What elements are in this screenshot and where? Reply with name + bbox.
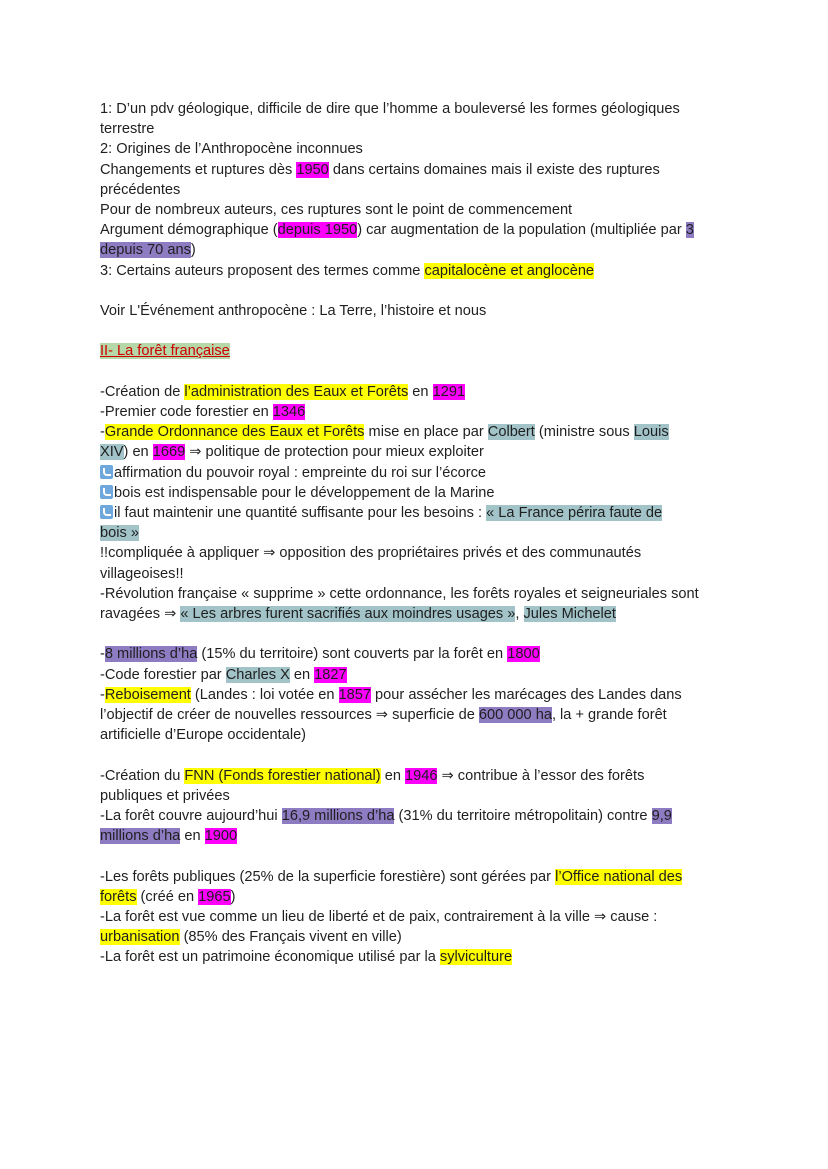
highlight-quote: « Les arbres furent sacrifiés aux moindres usages »	[180, 606, 516, 623]
text: -	[100, 686, 105, 703]
text: Pour de nombreux auteurs, ces ruptures sont le point de commencement	[100, 202, 573, 219]
text-line	[100, 180, 740, 200]
text-line	[100, 119, 740, 139]
text: )	[190, 242, 196, 259]
section-title-link[interactable]: II- La forêt française	[100, 343, 230, 360]
arrow-return-icon	[100, 485, 113, 499]
text: -Révolution française « supprime » cette ordonnance, les forêts royales et seigneuriales sont	[100, 585, 699, 602]
text: )	[230, 888, 236, 905]
highlight-number: 3	[685, 222, 694, 239]
text-line	[100, 523, 740, 543]
highlight-year: 1965	[198, 888, 231, 905]
text: dans certains domaines mais il existe des ruptures	[328, 161, 660, 178]
highlight-year: 1857	[338, 686, 371, 703]
text: en	[180, 828, 205, 845]
text-line	[100, 907, 740, 927]
text: 3: Certains auteurs proposent des termes comme	[100, 262, 425, 279]
highlight-quote: bois »	[100, 525, 139, 542]
arrow-return-icon	[100, 505, 113, 519]
document-body	[100, 99, 740, 968]
text-line	[100, 240, 740, 260]
highlight-person: Colbert	[487, 424, 535, 441]
highlight-number: 9,9	[651, 808, 672, 825]
arrow-return-icon	[100, 465, 113, 479]
text-line	[100, 99, 740, 119]
text: -Création du	[100, 767, 185, 784]
bullet-line	[100, 503, 740, 523]
highlight-number: millions d’ha	[100, 828, 181, 845]
text: terrestre	[100, 121, 155, 138]
highlight-number: 600 000 ha	[478, 707, 552, 724]
text: publiques et privées	[100, 787, 230, 804]
text: précédentes	[100, 181, 181, 198]
text-line	[100, 139, 740, 159]
text-line	[100, 644, 740, 664]
highlight-date: depuis 1950	[277, 222, 358, 239]
highlight-number: 16,9 millions d’ha	[281, 808, 395, 825]
text: (ministre sous	[534, 424, 634, 441]
text: 2: Origines de l’Anthropocène inconnues	[100, 141, 363, 158]
highlight-term: urbanisation	[100, 929, 180, 946]
text: ,	[515, 606, 524, 623]
blank-line	[100, 281, 740, 301]
text-line	[100, 927, 740, 947]
text: villageoises!!	[100, 565, 184, 582]
highlight-year: 1950	[296, 161, 329, 178]
text-line	[100, 786, 740, 806]
highlight-term: Reboisement	[104, 686, 191, 703]
text-line	[100, 947, 740, 967]
highlight-term: l’administration des Eaux et Forêts	[184, 383, 409, 400]
text-line	[100, 543, 740, 563]
text-line	[100, 220, 740, 240]
text-line	[100, 665, 740, 685]
text-line	[100, 422, 740, 442]
highlight-term: Grande Ordonnance des Eaux et Forêts	[104, 424, 365, 441]
highlight-year: 1346	[272, 404, 306, 420]
text: ) car augmentation de la population (multipliée par	[357, 222, 686, 239]
text-line	[100, 887, 740, 907]
blank-line	[100, 321, 740, 341]
text: mise en place par	[364, 424, 488, 441]
text-line	[100, 402, 740, 422]
text-line	[100, 442, 740, 462]
highlight-number: 8 millions d’ha	[104, 646, 198, 663]
highlight-term: l’Office national des	[555, 868, 683, 885]
text-line	[100, 564, 740, 584]
text: ⇒ politique de protection pour mieux exploiter	[185, 444, 484, 461]
text-line	[100, 382, 740, 402]
text: affirmation du pouvoir royal : empreinte du roi sur l’écorce	[114, 464, 487, 481]
highlight-year: 1669	[152, 444, 186, 461]
bullet-line	[100, 483, 740, 503]
blank-line	[100, 745, 740, 765]
text: (15% du territoire) sont couverts par la forêt en	[197, 646, 508, 663]
text-line	[100, 867, 740, 887]
text: il faut maintenir une quantité suffisante pour les besoins :	[114, 505, 487, 522]
text-line	[100, 200, 740, 220]
text-line	[100, 584, 740, 604]
text: (Landes : loi votée en	[190, 686, 339, 703]
text: , la + grande forêt	[551, 707, 667, 724]
highlight-year: 1291	[432, 383, 466, 400]
text: -Les forêts publiques (25% de la superficie forestière) sont gérées par	[100, 868, 556, 885]
blank-line	[100, 846, 740, 866]
text: ) en	[123, 444, 153, 461]
text-line	[100, 685, 740, 705]
bullet-line	[100, 463, 740, 483]
text-line	[100, 301, 740, 321]
section-heading	[100, 341, 740, 361]
highlight-term: capitalocène et anglocène	[424, 262, 595, 279]
text: -La forêt couvre aujourd’hui	[100, 808, 282, 825]
text: 1: D’un pdv géologique, difficile de dire que l’homme a bouleversé les formes géologiques	[100, 101, 680, 117]
text-line	[100, 160, 740, 180]
text-line	[100, 826, 740, 846]
text: en	[380, 767, 405, 784]
highlight-term: forêts	[100, 888, 137, 905]
blank-line	[100, 624, 740, 644]
text: (31% du territoire métropolitain) contre	[394, 808, 652, 825]
highlight-person: Charles X	[225, 666, 290, 683]
highlight-person: Jules Michelet	[523, 606, 616, 623]
highlight-year: 1827	[314, 666, 347, 683]
text: -La forêt est un patrimoine économique utilisé par la	[100, 949, 440, 966]
highlight-term: FNN (Fonds forestier national)	[184, 767, 381, 784]
text: ⇒ contribue à l’essor des forêts	[437, 767, 645, 784]
text: en	[408, 383, 433, 400]
highlight-year: 1900	[204, 828, 238, 845]
text-line	[100, 261, 740, 281]
text: Changements et ruptures dès	[100, 161, 297, 178]
text-line	[100, 705, 740, 725]
text-line	[100, 806, 740, 826]
text: -Premier code forestier en	[100, 404, 273, 420]
blank-line	[100, 362, 740, 382]
highlight-year: 1800	[507, 646, 540, 663]
highlight-person: Louis	[633, 424, 669, 441]
text: !!compliquée à appliquer ⇒ opposition des propriétaires privés et des communautés	[100, 545, 642, 562]
text: pour assécher les marécages des Landes dans	[371, 686, 682, 703]
text: bois est indispensable pour le développement de la Marine	[114, 484, 495, 501]
text: ravagées ⇒	[100, 606, 181, 623]
text: -	[100, 646, 105, 663]
text: (créé en	[136, 888, 199, 905]
text-line	[100, 604, 740, 624]
text: -Code forestier par	[100, 666, 226, 683]
text: Argument démographique (	[100, 222, 278, 239]
text: -La forêt est vue comme un lieu de liberté et de paix, contrairement à la ville ⇒ cause :	[100, 909, 658, 926]
highlight-year: 1946	[405, 767, 438, 784]
text: en	[289, 666, 315, 683]
text: (85% des Français vivent en ville)	[179, 929, 402, 946]
highlight-quote: « La France périra faute de	[486, 505, 663, 522]
text: artificielle d’Europe occidentale)	[100, 727, 307, 744]
text: l’objectif de créer de nouvelles ressources ⇒ superficie de	[100, 707, 479, 724]
highlight-term: sylviculture	[439, 949, 513, 966]
text-line	[100, 766, 740, 786]
text-line	[100, 725, 740, 745]
text: Voir L'Événement anthropocène : La Terre, l’histoire et nous	[100, 303, 487, 320]
text: -Création de	[100, 383, 185, 400]
highlight-number: depuis 70 ans	[100, 242, 191, 259]
text: -	[100, 424, 105, 441]
highlight-person: XIV	[100, 444, 124, 461]
